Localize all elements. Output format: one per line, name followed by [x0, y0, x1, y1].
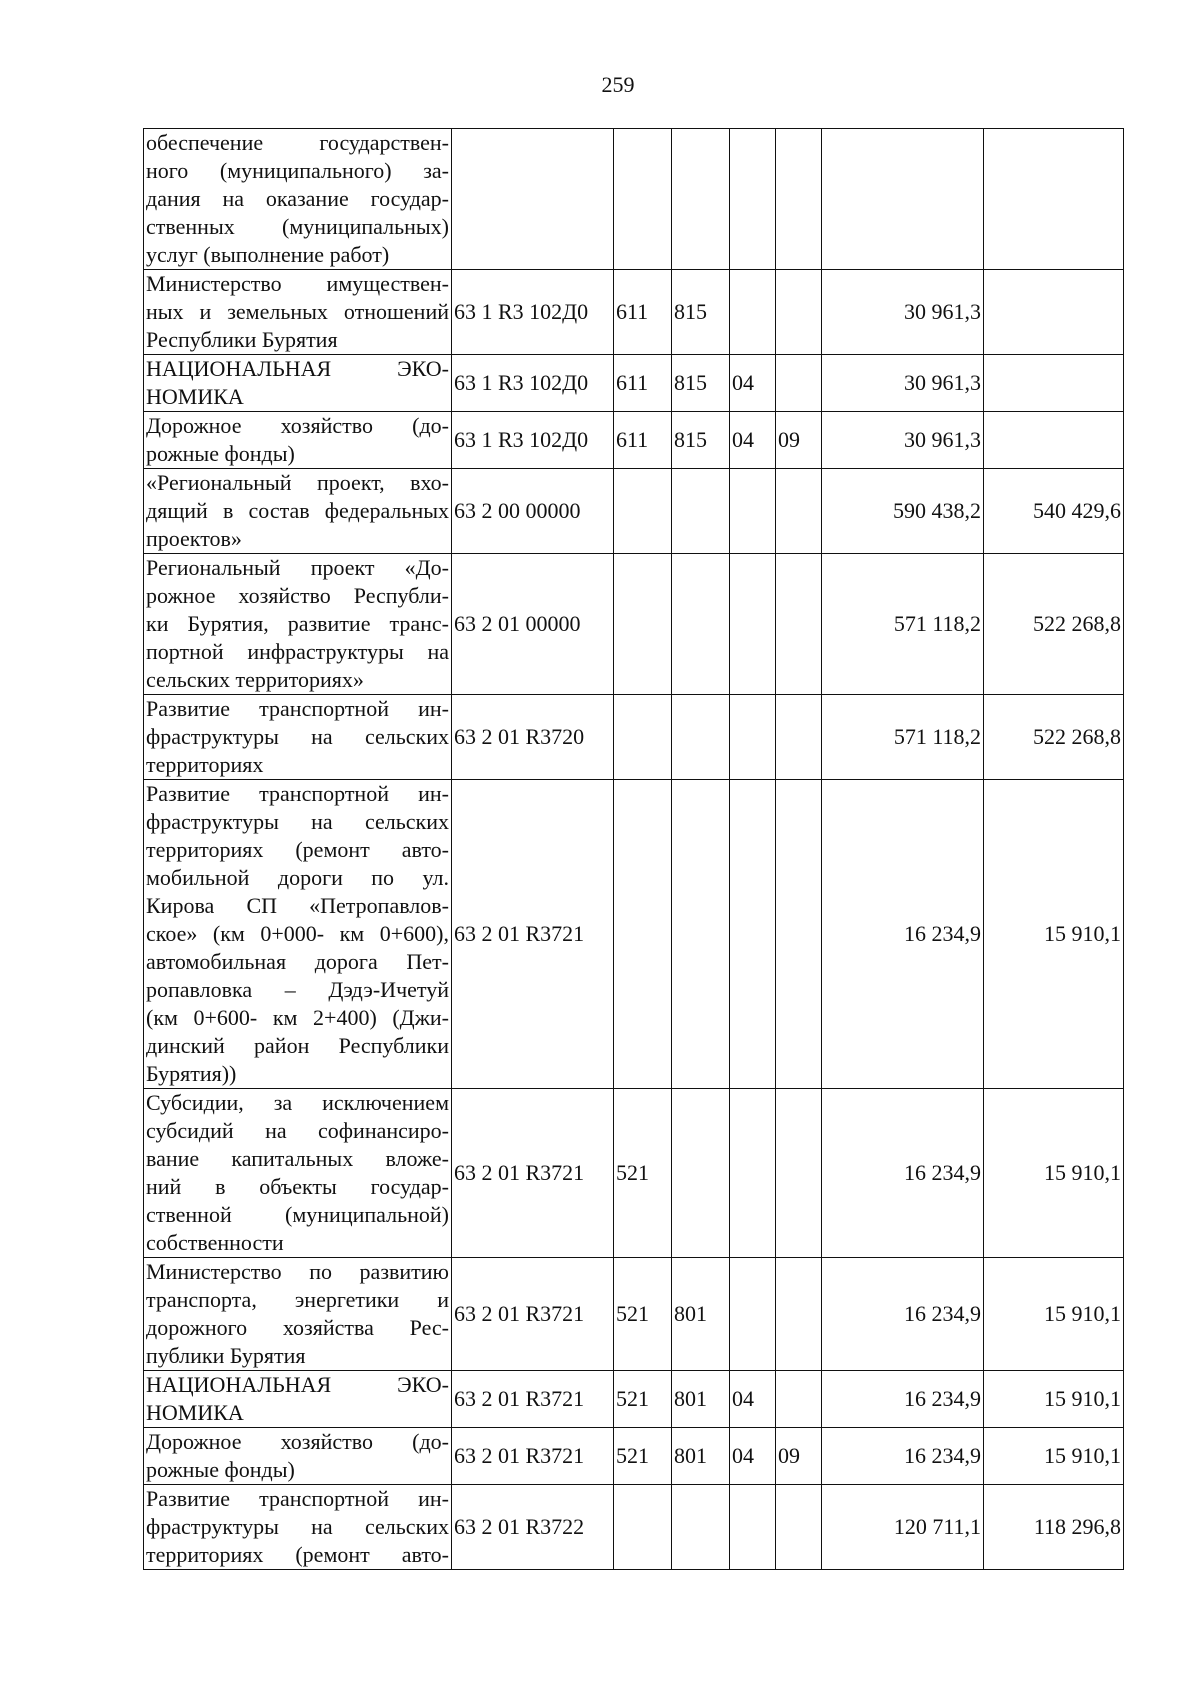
cell-ministry-code: [672, 1485, 730, 1570]
cell-target-code: 63 1 R3 102Д0: [452, 355, 614, 412]
cell-name: [144, 469, 452, 554]
cell-amount-2: 118 296,8: [984, 1485, 1124, 1570]
table-row: [144, 695, 1124, 780]
cell-amount-1: 120 711,1: [822, 1485, 984, 1570]
table-row: [144, 1485, 1124, 1570]
cell-target-code: 63 1 R3 102Д0: [452, 412, 614, 469]
cell-ministry-code: [672, 129, 730, 270]
table-row: [144, 780, 1124, 1089]
cell-name-line: Развитие транспортной ин-: [146, 1486, 449, 1511]
cell-expense-type: 611: [614, 412, 672, 469]
table-row: [144, 1089, 1124, 1258]
cell-name-line: фраструктуры на сельских: [146, 809, 449, 834]
cell-target-code: 63 2 01 R3721: [452, 1089, 614, 1258]
cell-section: [730, 695, 776, 780]
cell-name: [144, 412, 452, 469]
cell-name-line: вание капитальных вложе-: [146, 1146, 449, 1171]
cell-name: [144, 780, 452, 1089]
cell-name-line: Кирова СП «Петропавлов-: [146, 893, 449, 918]
cell-ministry-code: 801: [672, 1428, 730, 1485]
cell-name-line: территориях: [146, 752, 264, 777]
cell-amount-1: 590 438,2: [822, 469, 984, 554]
cell-amount-1: 16 234,9: [822, 1428, 984, 1485]
cell-name-line: рожное хозяйство Республи-: [146, 583, 449, 608]
cell-ministry-code: 801: [672, 1258, 730, 1371]
cell-name-line: рожные фонды): [146, 441, 295, 466]
cell-name: [144, 1371, 452, 1428]
cell-section: [730, 1258, 776, 1371]
cell-amount-2: [984, 270, 1124, 355]
cell-section: [730, 1485, 776, 1570]
cell-name: [144, 355, 452, 412]
cell-target-code: 63 2 01 R3721: [452, 1258, 614, 1371]
cell-name-line: публики Бурятия: [146, 1343, 306, 1368]
table-row: [144, 412, 1124, 469]
table-row: [144, 129, 1124, 270]
cell-subsection: 09: [776, 1428, 822, 1485]
cell-ministry-code: [672, 554, 730, 695]
cell-name-line: Дорожное хозяйство (до-: [146, 1429, 449, 1454]
table-row: [144, 1428, 1124, 1485]
cell-name: [144, 1485, 452, 1570]
cell-section: [730, 270, 776, 355]
cell-name-line: НОМИКА: [146, 1400, 244, 1425]
budget-table: [143, 128, 1124, 1570]
cell-name: [144, 554, 452, 695]
cell-amount-1: 571 118,2: [822, 695, 984, 780]
cell-amount-1: 16 234,9: [822, 1371, 984, 1428]
cell-name-line: фраструктуры на сельских: [146, 1514, 449, 1539]
cell-name-line: обеспечение государствен-: [146, 130, 449, 155]
table-row: [144, 270, 1124, 355]
cell-ministry-code: 815: [672, 270, 730, 355]
cell-name-line: ское» (км 0+000- км 0+600),: [146, 921, 449, 946]
cell-amount-2: 15 910,1: [984, 1258, 1124, 1371]
cell-target-code: 63 2 01 R3721: [452, 1371, 614, 1428]
table-row: [144, 469, 1124, 554]
cell-subsection: [776, 695, 822, 780]
cell-amount-2: 540 429,6: [984, 469, 1124, 554]
cell-section: 04: [730, 1371, 776, 1428]
cell-ministry-code: [672, 780, 730, 1089]
cell-section: 04: [730, 412, 776, 469]
cell-name-line: Региональный проект «До-: [146, 555, 449, 580]
cell-target-code: 63 2 00 00000: [452, 469, 614, 554]
cell-name-line: ственной (муниципальной): [146, 1202, 449, 1227]
cell-expense-type: [614, 1485, 672, 1570]
cell-expense-type: 521: [614, 1371, 672, 1428]
cell-section: [730, 780, 776, 1089]
cell-name-line: собственности: [146, 1230, 284, 1255]
cell-name-line: динский район Республики: [146, 1033, 449, 1058]
cell-target-code: 63 2 01 00000: [452, 554, 614, 695]
cell-subsection: [776, 270, 822, 355]
cell-target-code: 63 1 R3 102Д0: [452, 270, 614, 355]
cell-name-line: рожные фонды): [146, 1457, 295, 1482]
cell-section: 04: [730, 355, 776, 412]
cell-name-line: портной инфраструктуры на: [146, 639, 449, 664]
cell-name-line: услуг (выполнение работ): [146, 242, 390, 267]
cell-expense-type: [614, 469, 672, 554]
cell-expense-type: [614, 780, 672, 1089]
cell-amount-2: 15 910,1: [984, 1089, 1124, 1258]
cell-target-code: 63 2 01 R3721: [452, 780, 614, 1089]
cell-name-line: (км 0+600- км 2+400) (Джи-: [146, 1005, 449, 1030]
cell-subsection: [776, 1485, 822, 1570]
cell-name-line: дорожного хозяйства Рес-: [146, 1315, 449, 1340]
cell-expense-type: 611: [614, 355, 672, 412]
cell-name-line: сельских территориях»: [146, 667, 364, 692]
cell-subsection: [776, 780, 822, 1089]
cell-amount-2: 15 910,1: [984, 780, 1124, 1089]
cell-expense-type: [614, 129, 672, 270]
cell-name-line: ного (муниципального) за-: [146, 158, 449, 183]
cell-name-line: Министерство имуществен-: [146, 271, 449, 296]
cell-name-line: ний в объекты государ-: [146, 1174, 449, 1199]
cell-ministry-code: 801: [672, 1371, 730, 1428]
cell-expense-type: 611: [614, 270, 672, 355]
cell-name-line: ных и земельных отношений: [146, 299, 449, 324]
table-body: [144, 129, 1124, 1570]
cell-name-line: Бурятия)): [146, 1061, 237, 1086]
cell-target-code: [452, 129, 614, 270]
cell-ministry-code: 815: [672, 412, 730, 469]
cell-name-line: НОМИКА: [146, 384, 244, 409]
cell-name-line: «Региональный проект, вхо-: [146, 470, 449, 495]
cell-name-line: Развитие транспортной ин-: [146, 696, 449, 721]
cell-name: [144, 1089, 452, 1258]
cell-amount-1: 16 234,9: [822, 1258, 984, 1371]
cell-subsection: [776, 1371, 822, 1428]
cell-name-line: проектов»: [146, 526, 242, 551]
cell-name-line: ственных (муниципальных): [146, 214, 449, 239]
cell-name-line: дания на оказание государ-: [146, 186, 449, 211]
cell-expense-type: 521: [614, 1258, 672, 1371]
cell-name-line: территориях (ремонт авто-: [146, 837, 449, 862]
cell-amount-1: 30 961,3: [822, 355, 984, 412]
cell-name-line: мобильной дороги по ул.: [146, 865, 449, 890]
cell-subsection: [776, 1258, 822, 1371]
cell-expense-type: 521: [614, 1089, 672, 1258]
cell-amount-1: 571 118,2: [822, 554, 984, 695]
cell-amount-2: 522 268,8: [984, 554, 1124, 695]
cell-section: 04: [730, 1428, 776, 1485]
cell-name-line: территориях (ремонт авто-: [146, 1542, 449, 1567]
cell-name-line: Развитие транспортной ин-: [146, 781, 449, 806]
cell-target-code: 63 2 01 R3720: [452, 695, 614, 780]
cell-expense-type: [614, 554, 672, 695]
cell-name: [144, 129, 452, 270]
cell-ministry-code: [672, 1089, 730, 1258]
cell-name: [144, 695, 452, 780]
cell-amount-1: 30 961,3: [822, 412, 984, 469]
cell-section: [730, 469, 776, 554]
cell-name-line: Дорожное хозяйство (до-: [146, 413, 449, 438]
table-row: [144, 554, 1124, 695]
cell-amount-2: [984, 412, 1124, 469]
cell-subsection: 09: [776, 412, 822, 469]
cell-name: [144, 1428, 452, 1485]
cell-expense-type: 521: [614, 1428, 672, 1485]
table-row: [144, 1258, 1124, 1371]
cell-subsection: [776, 1089, 822, 1258]
cell-name-line: Министерство по развитию: [146, 1259, 449, 1284]
cell-name-line: НАЦИОНАЛЬНАЯ ЭКО-: [146, 1372, 449, 1397]
cell-name: [144, 1258, 452, 1371]
cell-amount-1: 16 234,9: [822, 780, 984, 1089]
cell-name-line: Республики Бурятия: [146, 327, 338, 352]
cell-section: [730, 129, 776, 270]
cell-name-line: субсидий на софинансиро-: [146, 1118, 449, 1143]
cell-name: [144, 270, 452, 355]
cell-amount-2: 522 268,8: [984, 695, 1124, 780]
cell-target-code: 63 2 01 R3722: [452, 1485, 614, 1570]
cell-target-code: 63 2 01 R3721: [452, 1428, 614, 1485]
table-row: [144, 355, 1124, 412]
cell-ministry-code: [672, 469, 730, 554]
cell-subsection: [776, 355, 822, 412]
cell-amount-2: 15 910,1: [984, 1428, 1124, 1485]
table-row: [144, 1371, 1124, 1428]
cell-section: [730, 554, 776, 695]
cell-ministry-code: [672, 695, 730, 780]
cell-amount-2: [984, 129, 1124, 270]
cell-name-line: Субсидии, за исключением: [146, 1090, 449, 1115]
cell-amount-1: 16 234,9: [822, 1089, 984, 1258]
cell-ministry-code: 815: [672, 355, 730, 412]
cell-name-line: ропавловка – Дэдэ-Ичетуй: [146, 977, 449, 1002]
cell-name-line: дящий в состав федеральных: [146, 498, 449, 523]
cell-name-line: автомобильная дорога Пет-: [146, 949, 449, 974]
cell-name-line: ки Бурятия, развитие транс-: [146, 611, 449, 636]
page-number: 259: [601, 72, 635, 97]
cell-name-line: фраструктуры на сельских: [146, 724, 449, 749]
cell-section: [730, 1089, 776, 1258]
cell-subsection: [776, 129, 822, 270]
cell-amount-1: 30 961,3: [822, 270, 984, 355]
cell-expense-type: [614, 695, 672, 780]
cell-amount-1: [822, 129, 984, 270]
cell-subsection: [776, 469, 822, 554]
cell-name-line: НАЦИОНАЛЬНАЯ ЭКО-: [146, 356, 449, 381]
cell-subsection: [776, 554, 822, 695]
cell-amount-2: 15 910,1: [984, 1371, 1124, 1428]
cell-name-line: транспорта, энергетики и: [146, 1287, 449, 1312]
cell-amount-2: [984, 355, 1124, 412]
